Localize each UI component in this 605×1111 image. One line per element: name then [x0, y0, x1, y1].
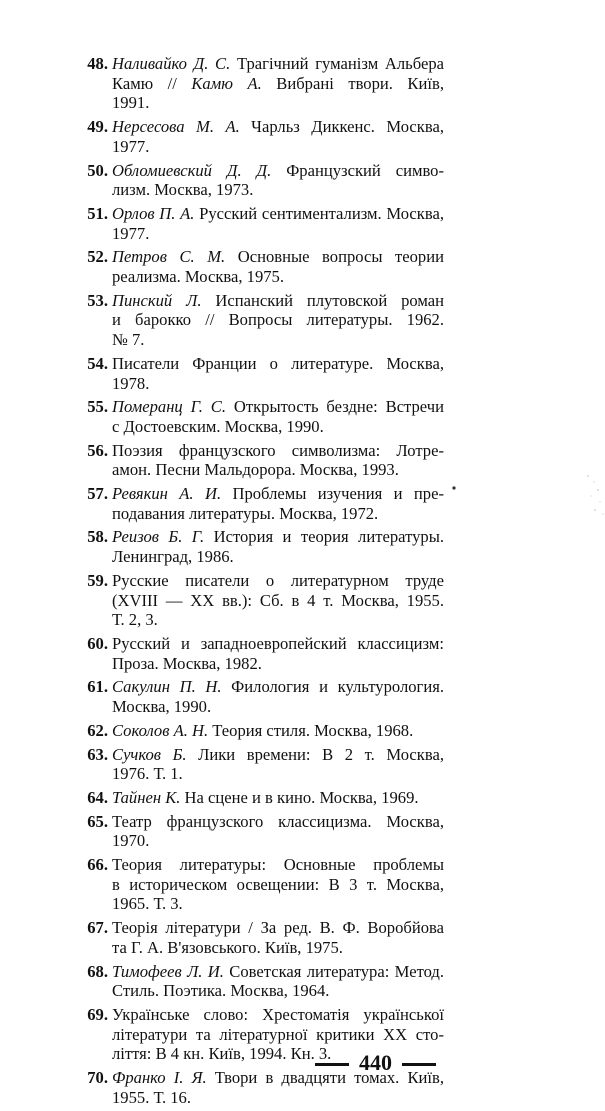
entry-line: [112, 441, 444, 461]
entry-author: Реизов Б. Г.: [112, 527, 205, 547]
entry-line: [112, 161, 444, 181]
entry-line: [112, 204, 444, 224]
entry-number: 49.: [87, 117, 108, 137]
entry-line: [112, 354, 444, 374]
entry-text: Чарльз Диккенс. Москва,: [239, 117, 444, 137]
entry-text: Французский симво-: [271, 160, 444, 180]
entry-number: 51.: [87, 203, 108, 223]
bibliography-entry: [78, 918, 444, 957]
entry-author: Камю А.: [191, 73, 262, 93]
folio-dash-left: [315, 1063, 349, 1066]
entry-line: [112, 267, 444, 287]
entry-text: подавания литературы. Москва, 1972.: [112, 503, 379, 523]
entry-line: [112, 310, 444, 330]
entry-text: Проблемы изучения и пре-: [221, 484, 444, 504]
entry-author: Орлов П. А.: [112, 203, 195, 223]
entry-text: амон. Песни Мальдорора. Москва, 1993.: [112, 460, 399, 480]
entry-text: Театр французского классицизма. Москва,: [112, 811, 444, 831]
entry-line: [112, 938, 444, 958]
bibliography-entry: [78, 161, 444, 200]
entry-author: Тимофеев Л. И.: [112, 961, 224, 981]
entry-author: Франко І. Я.: [112, 1068, 207, 1088]
bibliography-entry: [78, 354, 444, 393]
entry-line: [112, 1088, 444, 1108]
entry-line: [112, 247, 444, 267]
entry-line: [112, 571, 444, 591]
bibliography-entry: [78, 812, 444, 851]
entry-text: Лики времени: В 2 т. Москва,: [186, 744, 444, 764]
bibliography-entry: [78, 788, 444, 808]
entry-line: [112, 677, 444, 697]
entry-author: Померанц Г. С.: [112, 397, 227, 417]
entry-line: [112, 788, 444, 808]
entry-author: Тайнен К.: [112, 787, 181, 807]
entry-line: [112, 224, 444, 244]
bibliography-entry: [78, 291, 444, 350]
entry-number: 48.: [87, 54, 108, 73]
entry-text: літератури та літературної критики ХХ сто-: [112, 1024, 444, 1044]
bibliography-entry: [78, 441, 444, 480]
entry-text: Русский и западноевропейский классицизм:: [112, 633, 444, 653]
bibliography-entry: [78, 247, 444, 286]
entry-number: 69.: [87, 1004, 108, 1024]
entry-line: [112, 634, 444, 654]
entry-text: Твори в двадцяти томах. Київ,: [206, 1068, 444, 1088]
entry-text: История и теория литературы.: [204, 527, 444, 547]
entry-author: Наливайко Д. С.: [112, 54, 231, 73]
entry-number: 67.: [87, 918, 108, 938]
bibliography-entry: [78, 204, 444, 243]
entry-line: [112, 397, 444, 417]
bibliography-entry: [78, 677, 444, 716]
entry-author: Соколов А. Н.: [112, 720, 209, 740]
bibliography-entry: [78, 634, 444, 673]
entry-text: Ленинград, 1986.: [112, 547, 234, 567]
entry-text: Т. 2, 3.: [112, 610, 158, 630]
entry-text: Проза. Москва, 1982.: [112, 653, 262, 673]
entry-line: [112, 291, 444, 311]
entry-line: [112, 527, 444, 547]
entry-line: [112, 180, 444, 200]
entry-line: [112, 610, 444, 630]
entry-line: [112, 1025, 444, 1045]
entry-text: реализма. Москва, 1975.: [112, 267, 284, 287]
entry-text: Вибрані твори. Київ,: [261, 73, 444, 93]
entry-text: та Г. А. В'язовського. Київ, 1975.: [112, 937, 343, 957]
bibliography-entry: [78, 54, 444, 113]
entry-text: Камю //: [112, 73, 192, 93]
entry-text: ліття: В 4 кн. Київ, 1994. Кн. 3.: [112, 1044, 332, 1064]
entry-line: [112, 93, 444, 113]
entry-number: 56.: [87, 440, 108, 460]
entry-number: 66.: [87, 855, 108, 875]
entry-number: 55.: [87, 397, 108, 417]
entry-line: [112, 812, 444, 832]
entry-text: Русские писатели о литературном труде: [112, 570, 444, 590]
entry-text: Русский сентиментализм. Москва,: [194, 203, 444, 223]
scan-noise-specks: [448, 470, 605, 550]
entry-text: 1978.: [112, 373, 150, 393]
entry-number: 65.: [87, 811, 108, 831]
entry-text: Филология и культурология.: [221, 677, 444, 697]
bibliography-entry: [78, 484, 444, 523]
entry-number: 52.: [87, 247, 108, 267]
entry-author: Нерсесова М. А.: [112, 117, 240, 137]
entry-line: [112, 918, 444, 938]
entry-line: [112, 547, 444, 567]
entry-text: Советская литература: Метод.: [223, 961, 445, 981]
entry-text: Трагічний гуманізм Альбера: [230, 54, 444, 73]
entry-text: и барокко // Вопросы литературы. 1962.: [112, 310, 444, 330]
entry-text: лизм. Москва, 1973.: [112, 180, 254, 200]
entry-text: 1977.: [112, 223, 150, 243]
entry-text: Москва, 1990.: [112, 697, 212, 717]
entry-author: Пинский Л.: [112, 290, 202, 310]
entry-text: Открытость бездне: Встречи: [226, 397, 444, 417]
entry-text: 1976. Т. 1.: [112, 764, 183, 784]
entry-line: [112, 137, 444, 157]
entry-text: На сцене и в кино. Москва, 1969.: [180, 787, 419, 807]
entry-author: Петров С. М.: [112, 247, 226, 267]
entry-number: 59.: [87, 570, 108, 590]
entry-text: (XVIII — XX вв.): Сб. в 4 т. Москва, 1955.: [112, 590, 444, 610]
entry-text: 1970.: [112, 831, 150, 851]
entry-text: Українське слово: Хрестоматія української: [112, 1004, 444, 1024]
bibliography-entry: [78, 962, 444, 1001]
entry-text: Теория литературы: Основные проблемы: [112, 855, 444, 875]
entry-text: в историческом освещении: В 3 т. Москва,: [112, 874, 444, 894]
entry-text: 1965. Т. 3.: [112, 894, 183, 914]
entry-text: Стиль. Поэтика. Москва, 1964.: [112, 981, 330, 1001]
entry-number: 62.: [87, 720, 108, 740]
entry-text: 1991.: [112, 93, 150, 113]
entry-text: № 7.: [112, 330, 145, 350]
bibliography-entry: [78, 527, 444, 566]
bibliography-entry: [78, 397, 444, 436]
entry-number: 50.: [87, 160, 108, 180]
folio-dash-right: [402, 1063, 436, 1066]
entry-number: 64.: [87, 787, 108, 807]
entry-line: [112, 855, 444, 875]
entry-line: [112, 417, 444, 437]
entry-line: [112, 697, 444, 717]
entry-line: [112, 962, 444, 982]
entry-number: 58.: [87, 527, 108, 547]
entry-author: Ревякин А. И.: [112, 484, 222, 504]
entry-line: [112, 117, 444, 137]
entry-line: [112, 745, 444, 765]
entry-text: Поэзия французского символизма: Лотре-: [112, 440, 444, 460]
bibliography-entry: [78, 745, 444, 784]
entry-number: 57.: [87, 484, 108, 504]
bibliography-list: [78, 54, 444, 1111]
entry-author: Обломиевский Д. Д.: [112, 160, 272, 180]
entry-line: [112, 721, 444, 741]
entry-number: 60.: [87, 633, 108, 653]
entry-line: [112, 831, 444, 851]
entry-text: с Достоевским. Москва, 1990.: [112, 416, 324, 436]
bibliography-entry: [78, 117, 444, 156]
entry-number: 61.: [87, 677, 108, 697]
entry-line: [112, 1005, 444, 1025]
entry-line: [112, 460, 444, 480]
entry-text: Теория стиля. Москва, 1968.: [208, 720, 414, 740]
entry-number: 63.: [87, 744, 108, 764]
entry-text: Испанский плутовской роман: [201, 290, 444, 310]
entry-text: 1955. Т. 16.: [112, 1087, 191, 1107]
entry-line: [112, 330, 444, 350]
entry-line: [112, 894, 444, 914]
page-number: [305, 1050, 446, 1076]
entry-author: Сакулин П. Н.: [112, 677, 222, 697]
entry-line: [112, 74, 444, 94]
entry-number: 70.: [87, 1068, 108, 1088]
entry-number: 68.: [87, 961, 108, 981]
bibliography-entry: [78, 855, 444, 914]
entry-line: [112, 484, 444, 504]
entry-author: Сучков Б.: [112, 744, 187, 764]
bibliography-entry: [78, 571, 444, 630]
entry-line: [112, 981, 444, 1001]
page-number-text: 440: [359, 1050, 392, 1075]
entry-number: 54.: [87, 353, 108, 373]
bibliography-entry: [78, 721, 444, 741]
entry-line: [112, 591, 444, 611]
entry-line: [112, 54, 444, 74]
entry-text: 1977.: [112, 136, 150, 156]
entry-line: [112, 504, 444, 524]
entry-text: Писатели Франции о литературе. Москва,: [112, 353, 444, 373]
entry-line: [112, 654, 444, 674]
entry-line: [112, 764, 444, 784]
entry-text: Основные вопросы теории: [225, 247, 444, 267]
entry-number: 53.: [87, 290, 108, 310]
entry-line: [112, 875, 444, 895]
entry-text: Теорія літератури / За ред. В. Ф. Воробйова: [112, 918, 444, 938]
entry-line: [112, 374, 444, 394]
